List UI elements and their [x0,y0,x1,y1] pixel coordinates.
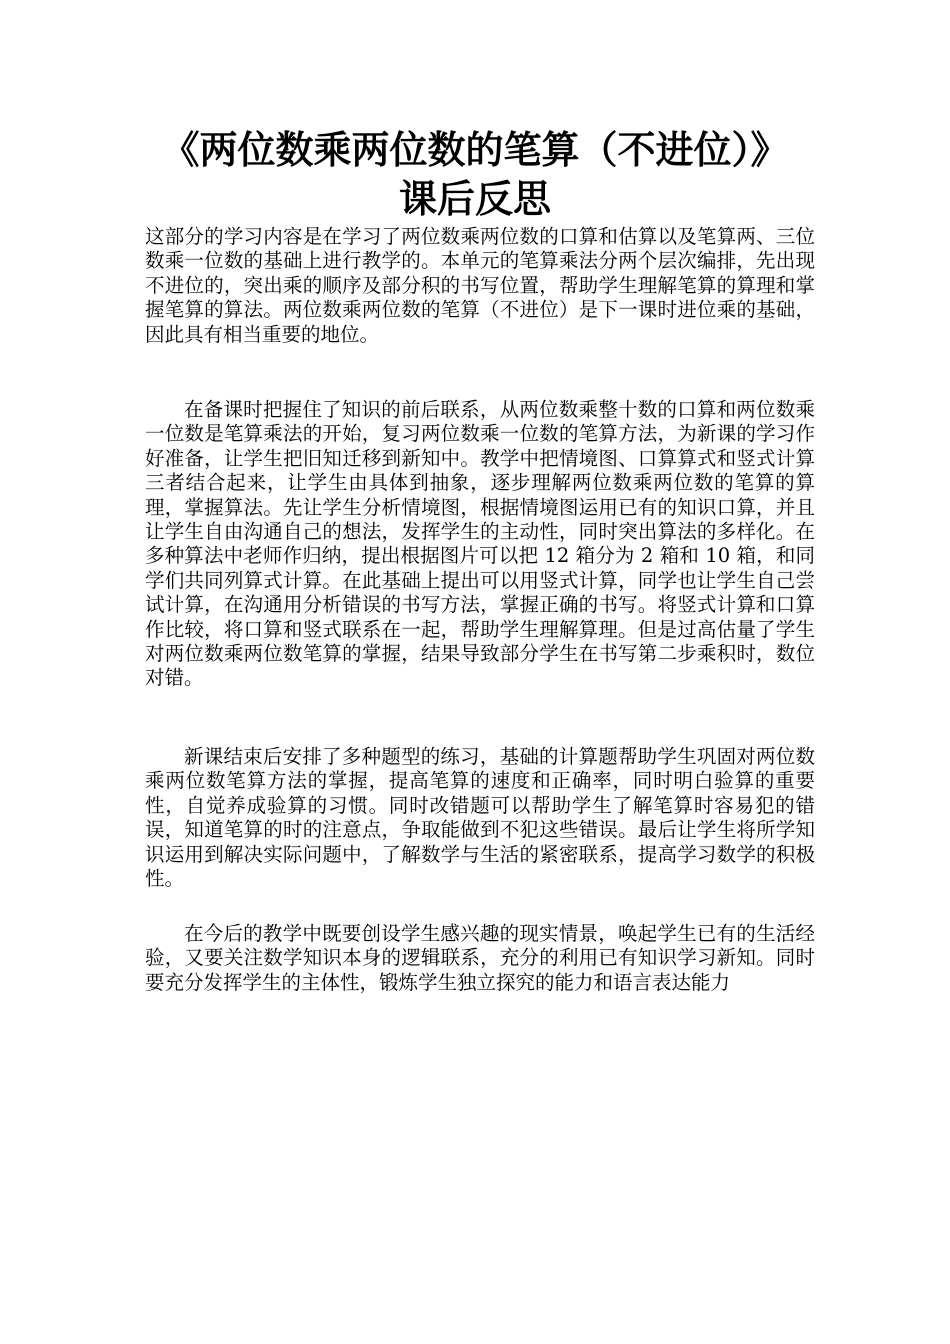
paragraph-practice: 新课结束后安排了多种题型的练习，基础的计算题帮助学生巩固对两位数乘两位数笔算方法的掌握，提高笔算的速度和正确率，同时明白验算的重要性，自觉养成验算的习惯。同时改错题可以帮助学生了解笔算时容易犯的错误，知道笔算的时的注意点，争取能做到不犯这些错误。最后让学生将所学知识运用到解决实际问题中，了解数学与生活的紧密联系，提高学习数学的积极性。 [145,745,815,891]
paragraph-intro: 这部分的学习内容是在学习了两位数乘两位数的口算和估算以及笔算两、三位数乘一位数的基础上进行教学的。本单元的笔算乘法分两个层次编排，先出现不进位的，突出乘的顺序及部分积的书写位置，帮助学生理解笔算的算理和掌握笔算的算法。两位数乘两位数的笔算（不进位）是下一课时进位乘的基础，因此具有相当重要的地位。 [145,225,815,346]
document-title: 《两位数乘两位数的笔算（不进位）》 [161,128,789,172]
paragraph-preparation: 在备课时把握住了知识的前后联系，从两位数乘整十数的口算和两位数乘一位数是笔算乘法的开始，复习两位数乘一位数的笔算方法，为新课的学习作好准备，让学生把旧知迁移到新知中。教学中把情境图、口算算式和竖式计算三者结合起来，让学生由具体到抽象，逐步理解两位数乘两位数的笔算的算理，掌握算法。先让学生分析情境图，根据情境图运用已有的知识口算，并且让学生自由沟通自己的想法，发挥学生的主动性，同时突出算法的多样化。在多种算法中老师作归纳，提出根据图片可以把 12 箱分为 2 箱和 10 箱，和同学们共同列算式计算。在此基础上提出可以用竖式计算，同学也让学生自己尝试计算，在沟通用分析错误的书写方法，掌握正确的书写。将竖式计算和口算作比较，将口算和竖式联系在一起，帮助学生理解算理。但是过高估量了学生对两位数乘两位数笔算的掌握，结果导致部分学生在书写第二步乘积时，数位对错。 [145,398,815,690]
paragraph-future: 在今后的教学中既要创设学生感兴趣的现实情景，唤起学生已有的生活经验，又要关注数学知识本身的逻辑联系，充分的利用已有知识学习新知。同时要充分发挥学生的主体性，锻炼学生独立探究的能力和语言表达能力 [145,922,815,994]
document-subtitle: 课后反思 [398,177,551,221]
